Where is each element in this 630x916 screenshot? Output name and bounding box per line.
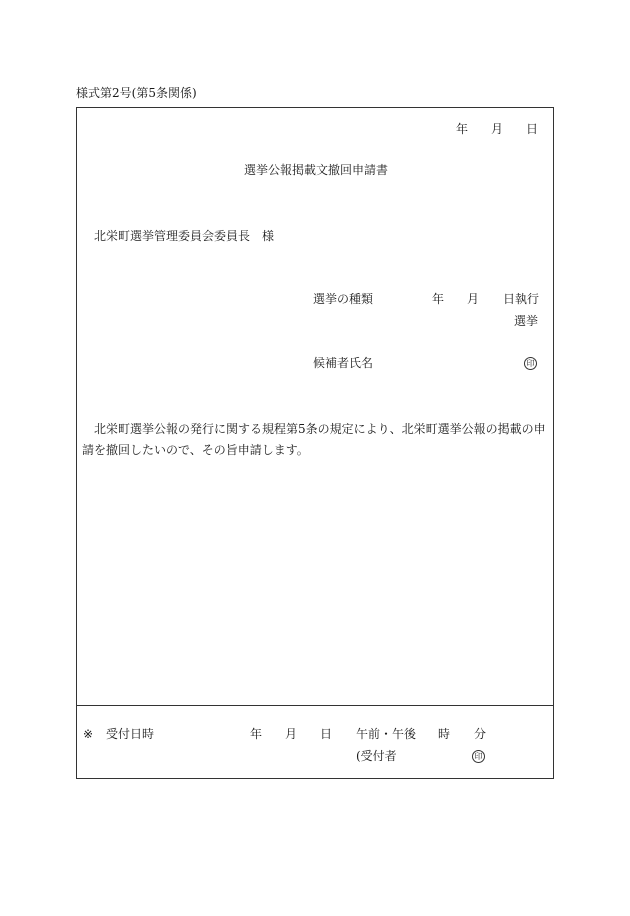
election-year: 年	[432, 292, 445, 306]
addressee: 北栄町選挙管理委員会委員長 様	[94, 229, 275, 243]
receiver-seal-icon: 印	[472, 750, 485, 763]
form-number: 様式第2号(第5条関係)	[76, 86, 197, 100]
candidate-seal-icon: 印	[524, 357, 537, 370]
reception-month: 月	[285, 727, 298, 741]
election-month: 月	[467, 292, 480, 306]
date-day: 日	[526, 122, 539, 136]
reception-hour: 時	[438, 727, 451, 741]
reception-mark: ※	[83, 727, 94, 741]
reception-minute: 分	[474, 727, 487, 741]
body-line-2: 請を撤回したいので、その旨申請します。	[82, 443, 309, 457]
reception-label: 受付日時	[106, 727, 155, 741]
election-suffix: 選挙	[514, 314, 539, 328]
document-title: 選挙公報掲載文撤回申請書	[244, 163, 389, 177]
election-day-exec: 日執行	[503, 292, 540, 306]
application-body	[82, 419, 552, 461]
receiver-label: (受付者	[356, 749, 397, 763]
candidate-name-label: 候補者氏名	[313, 356, 374, 370]
reception-year: 年	[250, 727, 263, 741]
reception-ampm: 午前・午後	[356, 727, 417, 741]
date-year: 年	[456, 122, 469, 136]
election-type-label: 選挙の種類	[313, 292, 374, 306]
body-line-1: 北栄町選挙公報の発行に関する規程第5条の規定により、北栄町選挙公報の掲載の申	[94, 422, 546, 436]
reception-divider	[76, 705, 554, 706]
reception-day: 日	[320, 727, 333, 741]
date-month: 月	[491, 122, 504, 136]
